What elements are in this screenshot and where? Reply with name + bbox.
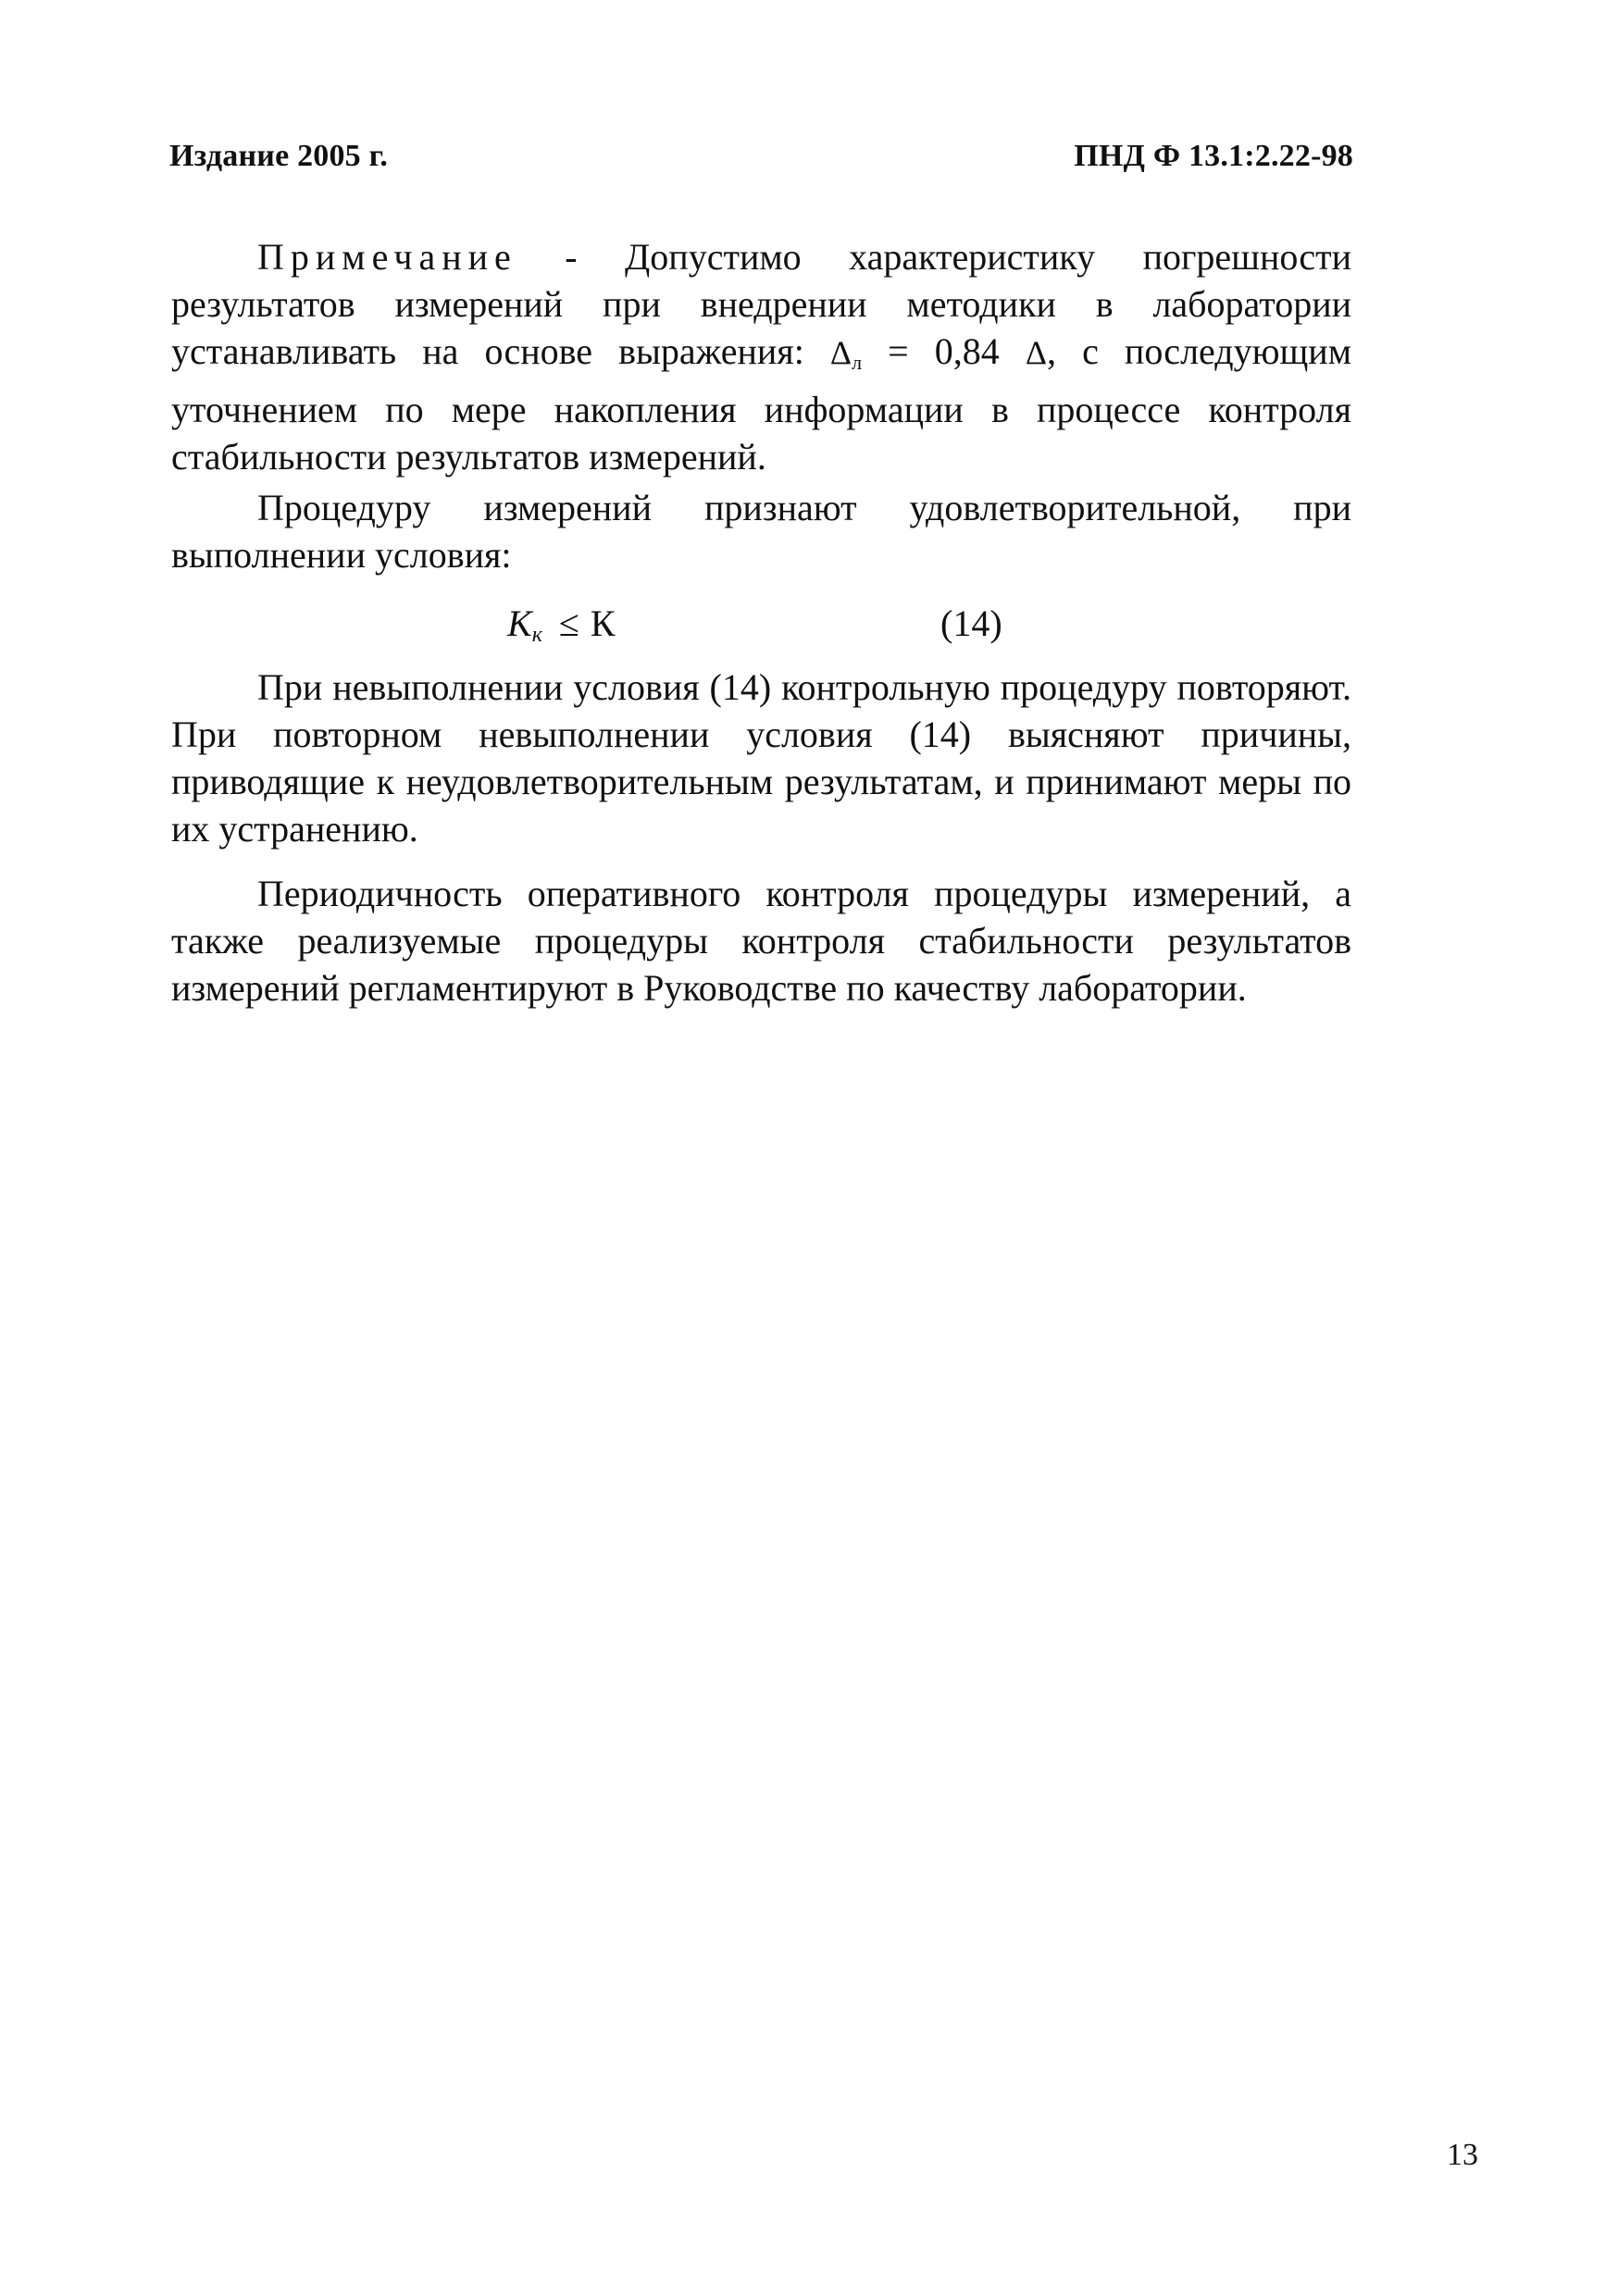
formula-operator: ≤ <box>558 602 579 644</box>
formula-lhs-subscript: к <box>531 623 542 647</box>
formula-lhs: K <box>507 602 532 644</box>
note-paragraph <box>171 233 1351 480</box>
formula-14 <box>507 602 1026 656</box>
equation-number: (14) <box>940 602 1002 644</box>
delta-tail-symbol: Δ <box>1025 334 1047 371</box>
delta-subscript: л <box>852 351 863 374</box>
document-code-header: ПНД Ф 13.1:2.22-98 <box>1074 139 1353 173</box>
formula-equals-value: = 0,84 <box>862 330 1026 372</box>
formula-rhs: К <box>590 602 616 644</box>
edition-header: Издание 2005 г. <box>169 139 389 173</box>
note-label: Примечание <box>257 236 517 278</box>
failure-paragraph: При невыполнении условия (14) контрольную процедуру повторяют. При повторном невыполнении условия (14) выясняют причины, приводящие к неудовлетворительным результатам, и принимают меры по их устранению. <box>171 666 1351 850</box>
note-text-before: - Допустимо характеристику погрешности результатов измерений при внедрении методики в лаборатории устанавливать на основе выражения: <box>171 236 1351 372</box>
note-text-after: , с последующим уточнением по мере накопления информации в процессе контроля стабильности результатов измерений. <box>171 330 1352 478</box>
delta-symbol: Δ <box>829 334 853 371</box>
periodicity-paragraph: Периодичность оперативного контроля процедуры измерений, а также реализуемые процедуры контроля стабильности результатов измерений регламентируют в Руководстве по качеству лаборатории. <box>171 873 1351 1009</box>
condition-paragraph: Процедуру измерений признают удовлетворительной, при выполнении условия: <box>171 487 1351 576</box>
page-number: 13 <box>1447 2138 1478 2172</box>
